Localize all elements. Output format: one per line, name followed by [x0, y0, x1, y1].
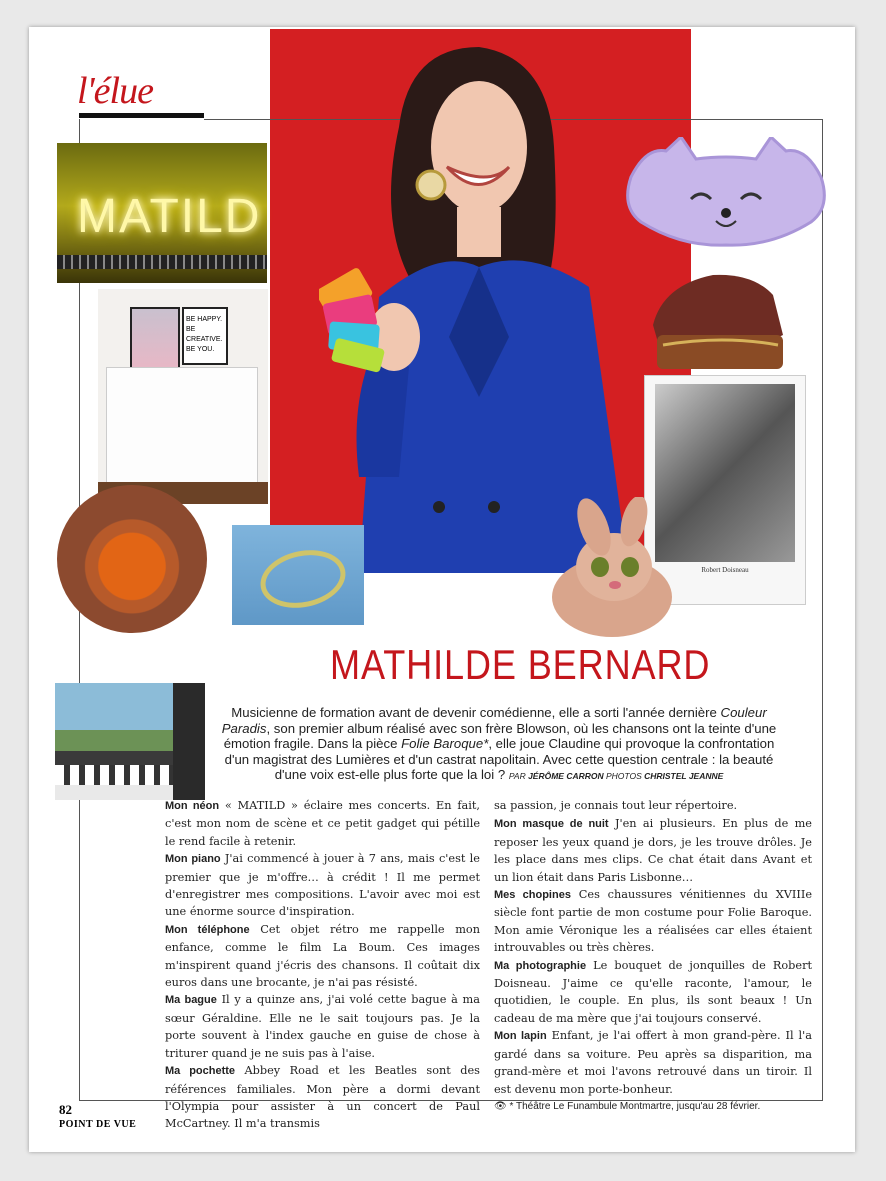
photo-caption: Robert Doisneau: [701, 566, 749, 574]
item-text: sa passion, je connais tout leur répertoire.: [494, 799, 738, 812]
footnote-text: * Théâtre Le Funambule Montmartre, jusqu'au 28 février.: [509, 1100, 761, 1112]
intro-paragraph: [221, 705, 777, 785]
item-text: Cet objet rétro me rappelle mon enfance, comme le film La Boum. Ces images m'inspirent quand j'écris des chansons. Il coûtait dix euros dans une brocante, je n'ai pas résisté.: [165, 922, 480, 990]
zebra-crossing: [55, 765, 173, 785]
quote-poster: [182, 307, 228, 365]
byline: [509, 771, 723, 781]
poster-line: BE YOU.: [186, 346, 215, 353]
item-text: Abbey Road et les Beatles sont des références familiales. Mon père a dormi devant l'Olympia pour assister à un concert de Paul McCartney. Il m'a transmis: [165, 1064, 480, 1131]
item-heading: Mon néon: [165, 800, 220, 812]
piano-photo: [98, 289, 268, 504]
item-heading: Mon masque de nuit: [494, 818, 609, 831]
intro-text: , elle joue Claudine qui provoque la confrontation d'un magistrat des Lumières et d'un castrat napolitain. Avec cette question centrale : la beauté d'une voix est-elle plus forte que la loi ?: [224, 736, 775, 783]
author-name: JÉRÔME CARRON: [528, 771, 604, 782]
footnote: [494, 1098, 812, 1115]
page-number: 82: [59, 1102, 72, 1117]
keyboard-strip: [57, 255, 267, 269]
intro-text: Musicienne de formation avant de devenir comédienne, elle a sorti l'année dernière: [231, 705, 721, 720]
eye-icon: 👁: [494, 1100, 510, 1112]
item-heading: Mon téléphone: [165, 923, 250, 936]
plush-rabbit-photo: [534, 497, 679, 647]
frame-line-right: [822, 119, 823, 1101]
album-title: Couleur Paradis: [221, 705, 767, 736]
paragraph: [494, 1027, 812, 1098]
intro-text: , son premier album réalisé avec son frère Blowson, où les chansons ont la teinte d'une émotion fragile. Dans la pièce: [223, 720, 777, 752]
paragraph: [165, 850, 480, 921]
paragraph: [494, 957, 812, 1028]
item-heading: Mon lapin: [494, 1030, 547, 1043]
paragraph: [165, 991, 480, 1062]
rubric-underline: [79, 113, 204, 118]
item-text: Le bouquet de jonquilles de Robert Doisneau. J'aime ce qu'elle raconte, l'amour, le quotidien, le couple. En plus, ils sont beaux ! Un cadeau de ma mère que j'ai toujours conservé.: [494, 958, 813, 1025]
magazine-page: [29, 27, 855, 1152]
paragraph: [494, 815, 812, 886]
portrait-image: [319, 37, 649, 573]
neon-sign-photo: [57, 143, 267, 283]
poster-line: BE CREATIVE.: [186, 326, 223, 343]
cat-sleep-mask-photo: [621, 137, 831, 255]
item-text: J'ai commencé à jouer à 7 ans, mais c'est le premier que je m'offre… à crédit ! Il me permet d'enregistrer mes compositions. L'avoir avec moi est une énorme source d'inspiration.: [165, 852, 480, 919]
item-text: « MATILD » éclaire mes concerts. En fait, c'est mon nom de scène et ce petit gadget qui pétille le rend facile à retenir.: [165, 799, 480, 848]
pink-poster: [130, 307, 180, 369]
photographer-name: CHRISTEL JEANNE: [644, 771, 724, 782]
body-column-2: [494, 797, 812, 1115]
paragraph: [165, 1062, 480, 1133]
paragraph: [494, 886, 812, 957]
white-piano: [106, 367, 258, 484]
ring-photo: [232, 525, 364, 625]
item-text: Enfant, je l'ai offert à mon grand-père. Il l'a gardé dans sa voiture. Peu après sa disparition, ma grand-mère et moi l'avons retrouvé dans un tiroir. Il est devenu mon porte-bonheur.: [494, 1029, 812, 1096]
poster-line: BE HAPPY.: [186, 316, 223, 323]
gold-ring-icon: [255, 543, 351, 616]
item-heading: Mes chopines: [494, 889, 571, 902]
item-heading: Ma bague: [165, 994, 217, 1007]
item-text: Ces chaussures vénitiennes du XVIIIe siècle font partie de mon costume pour Folie Baroque. Mon amie Véronique les a réalisées car elles étaient introuvables ou très chères.: [494, 888, 813, 955]
byline-par: PAR: [508, 771, 529, 782]
article-title: MATHILDE BERNARD: [330, 641, 711, 688]
item-heading: Ma pochette: [165, 1065, 236, 1078]
venetian-shoes-photo: [643, 265, 791, 377]
album-cover: [55, 683, 173, 800]
magazine-name: POINT DE VUE: [59, 1119, 137, 1130]
item-heading: Ma photographie: [494, 959, 587, 972]
paragraph: [494, 797, 812, 815]
paragraph: [165, 921, 480, 992]
item-text: Il y a quinze ans, j'ai volé cette bague à ma sœur Géraldine. Elle ne le sait toujours pas. Je la porte souvent à l'index gauche en guise de chose à triturer quand je ne suis pas à l'aise.: [165, 993, 481, 1060]
rotary-telephone-photo: [57, 485, 207, 633]
item-heading: Mon piano: [165, 853, 221, 866]
item-text: J'en ai plusieurs. En plus de me reposer les yeux quand je dors, je les trouve drôles. Je les place dans mes clips. Ce chat était dans Avant et un lion était dans Paris Lisbonne…: [494, 817, 812, 884]
body-column-1: [165, 797, 480, 1133]
section-rubric: l'élue: [77, 70, 153, 112]
paragraph: [165, 797, 480, 850]
byline-photos: PHOTOS: [603, 771, 645, 782]
abbey-road-record-photo: [55, 683, 205, 800]
neon-sign-text: MATILD: [77, 190, 262, 243]
play-title: Folie Baroque*: [401, 736, 489, 752]
